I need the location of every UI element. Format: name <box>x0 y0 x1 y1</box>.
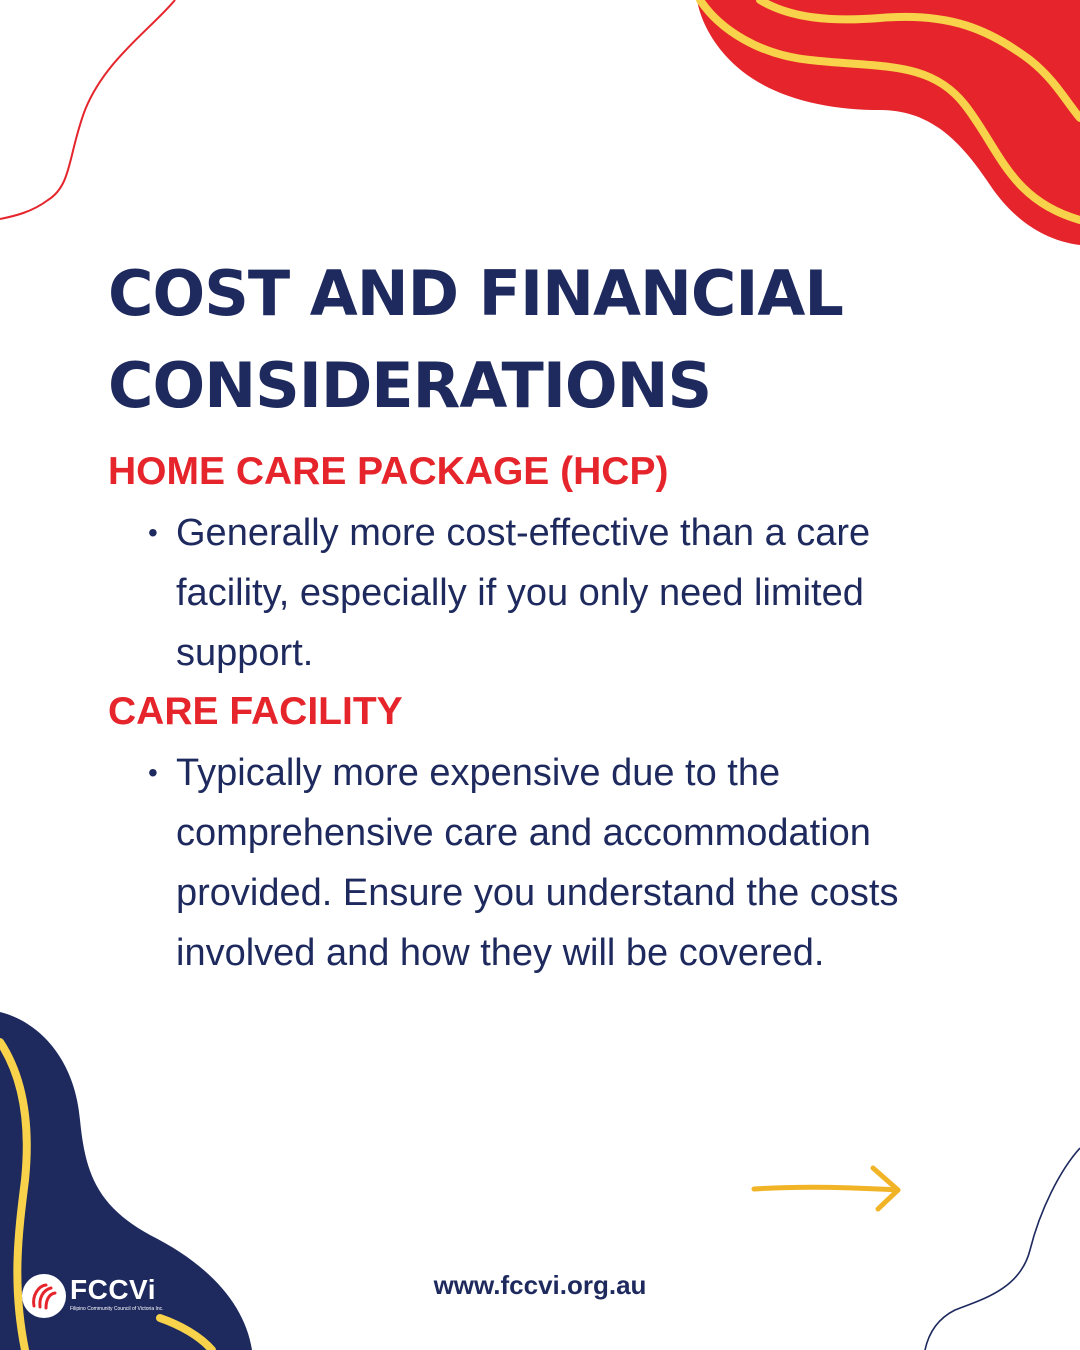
top-left-curve <box>0 0 175 219</box>
bullet-item-care-facility <box>148 743 948 983</box>
bottom-right-curve <box>925 1148 1080 1350</box>
logo-name: FCCVi <box>70 1274 156 1305</box>
next-arrow-icon[interactable] <box>748 1163 908 1215</box>
top-right-red-wave <box>697 0 1080 245</box>
title-line-2: CONSIDERATIONS <box>108 349 712 422</box>
bullet-text-line: provided. Ensure you understand the costs <box>176 872 899 914</box>
bullet-item-hcp <box>148 503 948 683</box>
title-line-1: COST AND FINANCIAL <box>108 257 843 330</box>
bullet-text-line: Typically more expensive due to the <box>176 752 781 794</box>
bullet-text-line: comprehensive care and accommodation <box>176 812 871 854</box>
section-heading-hcp: HOME CARE PACKAGE (HCP) <box>108 450 669 493</box>
bullet-text-line: support. <box>176 632 314 674</box>
bullet-text-line: involved and how they will be covered. <box>176 932 825 974</box>
logo-subtitle: Filipino Community Council of Victoria Inc. <box>70 1306 164 1312</box>
bullet-text-line: facility, especially if you only need limited <box>176 572 864 614</box>
website-url[interactable]: www.fccvi.org.au <box>433 1270 647 1300</box>
page-title <box>108 248 843 432</box>
bullet-text-line: Generally more cost-effective than a care <box>176 512 871 554</box>
bullet-dot: • <box>148 757 158 788</box>
bullet-dot: • <box>148 517 158 548</box>
section-heading-care-facility: CARE FACILITY <box>108 690 403 733</box>
